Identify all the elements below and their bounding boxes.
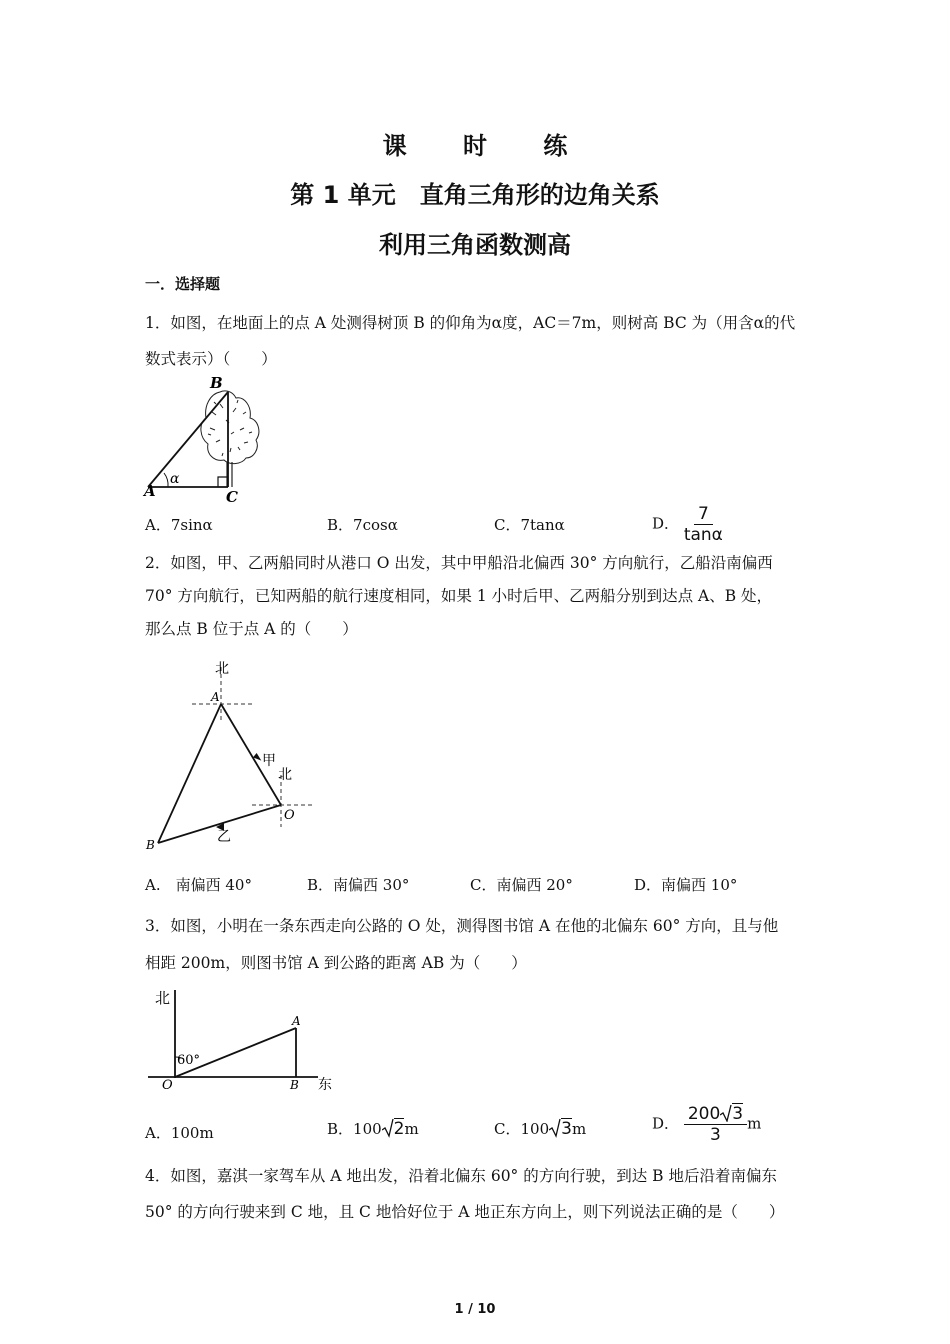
option-d-prefix: D． [652, 514, 680, 533]
q3-line1: 3．如图，小明在一条东西走向公路的 O 处，测得图书馆 A 在他的北偏东 60° 方向，且与他 [145, 917, 779, 935]
label-north-A: 北 [215, 661, 229, 677]
q2-option-a: A. 南偏西 40° [145, 876, 252, 894]
lesson-title: 利用三角函数测高 [379, 231, 571, 259]
worksheet-title: 课 时 练 [382, 132, 592, 160]
q4-line2: 50° 的方向行驶来到 C 地，且 C 地恰好位于 A 地正东方向上，则下列说法正确的是（ ） [145, 1203, 785, 1221]
page-number: 1 / 10 [454, 1302, 496, 1317]
option-c-unit: m [571, 1120, 587, 1138]
q1-line2: 数式表示）（ ） [145, 350, 277, 368]
fraction-denominator: tanα [683, 525, 723, 545]
label-A: A [144, 482, 156, 500]
segment-AB [148, 392, 228, 487]
q1-option-d [652, 504, 723, 545]
label-B: B [146, 838, 155, 852]
label-B: B [290, 1078, 299, 1091]
option-c-coef: C．100 [494, 1120, 550, 1138]
numerator-radicand: 3 [732, 1104, 744, 1124]
section-heading: 一．选择题 [145, 275, 221, 293]
numerator-coef: 200 [687, 1104, 721, 1124]
label-A: A [211, 690, 220, 704]
q1-option-c: C．7tanα [494, 516, 565, 534]
q3-option-c [494, 1118, 586, 1139]
fraction-denominator: 3 [710, 1125, 721, 1145]
label-alpha: α [170, 471, 180, 487]
option-b-coef: B．100 [327, 1120, 382, 1138]
label-O: O [284, 808, 295, 823]
q3-option-b [327, 1118, 419, 1139]
q1-option-b: B．7cosα [327, 516, 398, 534]
angle-arc [164, 473, 168, 487]
q1-tree-figure [140, 372, 270, 504]
option-b-radicand: 2 [393, 1119, 405, 1139]
fraction [684, 1104, 747, 1145]
q3-library-figure [140, 985, 340, 1091]
q1-line1: 1．如图，在地面上的点 A 处测得树顶 B 的仰角为α度，AC＝7m，则树高 BC 为（用含α的代 [145, 314, 796, 332]
fraction-numerator [684, 1104, 747, 1125]
tree-foliage [201, 391, 259, 464]
fraction [684, 504, 723, 545]
q3-line2: 相距 200m，则图书馆 A 到公路的距离 AB 为（ ） [145, 954, 527, 972]
q2-option-d: D．南偏西 10° [634, 876, 738, 894]
q2-line2: 70° 方向航行，已知两船的航行速度相同，如果 1 小时后甲、乙两船分别到达点 A、B 处， [145, 587, 773, 605]
option-b-unit: m [404, 1120, 419, 1138]
radical-sign-icon [720, 1104, 732, 1122]
label-north-O: 北 [278, 767, 292, 783]
radical-sign-icon [382, 1118, 394, 1138]
q2-option-c: C．南偏西 20° [470, 876, 573, 894]
label-yi: 乙 [217, 829, 231, 845]
radical-sign-icon [549, 1118, 561, 1138]
label-C: C [226, 488, 238, 504]
q2-ships-figure [140, 655, 330, 855]
option-d-unit: m [747, 1114, 762, 1133]
label-north: 北 [155, 989, 171, 1007]
q2-line1: 2．如图，甲、乙两船同时从港口 O 出发，其中甲船沿北偏西 30° 方向航行，乙船沿南偏西 [145, 554, 773, 572]
label-jia: 甲 [262, 753, 276, 769]
option-c-radicand: 3 [561, 1119, 572, 1139]
q3-option-a: A．100m [145, 1124, 214, 1142]
q2-line3: 那么点 B 位于点 A 的（ ） [145, 620, 358, 638]
q1-option-a: A．7sinα [145, 516, 213, 534]
label-angle: 60° [177, 1053, 201, 1068]
unit-title: 第 1 单元 直角三角形的边角关系 [290, 181, 660, 209]
option-d-prefix: D． [652, 1114, 680, 1133]
fraction-numerator: 7 [694, 504, 713, 525]
label-east: 东 [318, 1077, 332, 1091]
label-B: B [210, 374, 223, 392]
q2-option-b: B．南偏西 30° [307, 876, 410, 894]
label-A: A [292, 1014, 301, 1028]
q4-line1: 4．如图，嘉淇一家驾车从 A 地出发，沿着北偏东 60° 的方向行驶，到达 B 地后沿着南偏东 [145, 1167, 777, 1185]
q3-option-d [652, 1104, 761, 1145]
label-O: O [162, 1078, 173, 1091]
segment-AB [158, 704, 221, 843]
